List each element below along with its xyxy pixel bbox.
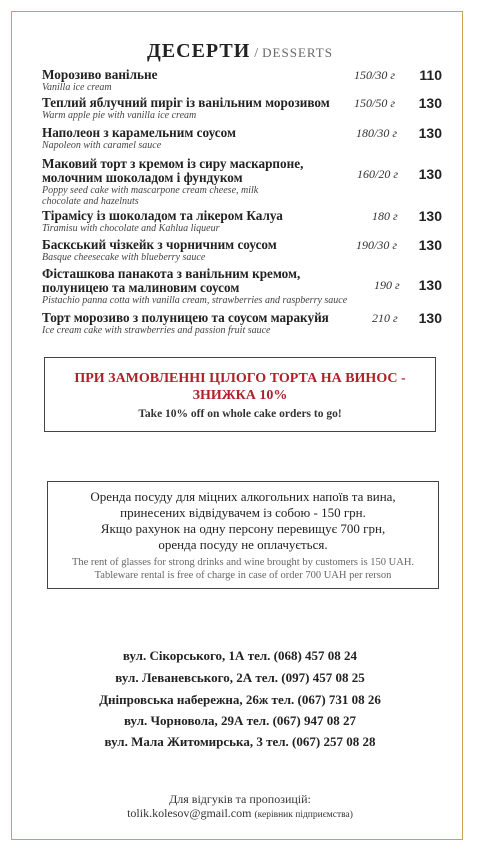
promo-line-1: ПРИ ЗАМОВЛЕННІ ЦІЛОГО ТОРТА НА ВИНОС - <box>74 371 406 386</box>
feedback-email[interactable]: tolik.kolesov@gmail.com <box>127 806 252 820</box>
item-name: Фісташкова панакота з ванільним кремом, полуницею та малиновим соусом <box>42 266 301 295</box>
address-line: вул. Сікорського, 1А тел. (068) 457 08 24 <box>122 648 358 663</box>
address-line: Дніпровська набережна, 26ж тел. (067) 731 08 26 <box>99 692 381 707</box>
item-name: Баскський чізкейк з чорничним соусом <box>42 237 277 252</box>
item-sub: Poppy seed cake with mascarpone cream cheese, milk chocolate and hazelnuts <box>42 185 259 207</box>
feedback-contact <box>0 806 480 822</box>
rental-en <box>48 556 438 582</box>
item-sub: Basque cheesecake with blueberry sauce <box>42 252 206 263</box>
item-weight: 180/30 г <box>356 126 398 140</box>
item-price: 130 <box>418 125 442 141</box>
dessert-item <box>42 209 442 234</box>
item-sub: Ice cream cake with strawberries and passion fruit sauce <box>42 325 271 336</box>
address-line: вул. Леваневського, 2А тел. (097) 457 08 25 <box>115 670 365 685</box>
address-line: вул. Мала Житомирська, 3 тел. (067) 257 08 28 <box>104 734 376 749</box>
promo-headline <box>45 370 435 404</box>
rental-ua <box>48 489 438 553</box>
dessert-item <box>42 68 442 93</box>
item-weight: 190/30 г <box>356 238 398 252</box>
dessert-item <box>42 311 442 336</box>
address-line: вул. Чорновола, 29А тел. (067) 947 08 27 <box>123 713 357 728</box>
rental-en-line: The rent of glasses for strong drinks and wine brought by customers is 150 UAH. <box>71 557 415 568</box>
title-en: DESSERTS <box>262 45 333 60</box>
rental-ua-line: принесених відвідувачем із собою - 150 грн. <box>120 505 366 520</box>
rental-ua-line: Оренда посуду для міцних алкогольних напоїв та вина, <box>90 489 396 504</box>
item-sub: Napoleon with caramel sauce <box>42 140 162 151</box>
item-sub: Tiramisu with chocolate and Kahlua liqueur <box>42 223 220 234</box>
item-name: Морозиво ванільне <box>42 67 158 82</box>
item-price: 130 <box>418 208 442 224</box>
item-weight: 190 г <box>374 278 400 292</box>
item-weight: 160/20 г <box>357 167 399 181</box>
item-price: 130 <box>418 95 442 111</box>
rental-ua-line: Якщо рахунок на одну персону перевищує 700 грн, <box>100 521 386 536</box>
item-name: Тірамісу із шоколадом та лікером Калуа <box>42 208 283 223</box>
item-price: 130 <box>418 310 442 326</box>
title-ua: ДЕСЕРТИ <box>147 40 251 62</box>
item-name: Торт морозиво з полуницею та соусом маракуйя <box>42 310 329 325</box>
dessert-item <box>42 157 442 207</box>
item-price: 110 <box>419 67 442 83</box>
item-sub: Vanilla ice cream <box>42 82 112 93</box>
item-sub: Pistachio panna cotta with vanilla cream, strawberries and raspberry sauce <box>42 295 348 306</box>
dessert-item <box>42 238 442 263</box>
dessert-item <box>42 96 442 121</box>
promo-en: Take 10% off on whole cake orders to go! <box>138 408 342 420</box>
item-sub: Warm apple pie with vanilla ice cream <box>42 110 197 121</box>
page-title <box>0 40 480 63</box>
takeaway-promo-box <box>44 357 436 432</box>
item-weight: 150/50 г <box>354 96 396 110</box>
rental-ua-line: оренда посуду не оплачується. <box>158 537 328 552</box>
feedback-label: Для відгуків та пропозицій: <box>169 792 311 806</box>
dessert-item <box>42 267 442 306</box>
item-name: Маковий торт з кремом із сиру маскарпоне, молочним шоколадом і фундуком <box>42 156 304 185</box>
item-weight: 150/30 г <box>354 68 396 82</box>
item-weight: 210 г <box>372 311 398 325</box>
feedback-note: (керівник підприємства) <box>254 810 353 820</box>
item-name: Наполеон з карамельним соусом <box>42 125 236 140</box>
dessert-item <box>42 126 442 151</box>
item-name: Теплий яблучний пиріг із ванільним морозивом <box>42 95 330 110</box>
item-price: 130 <box>418 277 442 293</box>
glass-rental-box <box>47 481 439 589</box>
item-weight: 180 г <box>372 209 398 223</box>
item-price: 130 <box>418 166 442 182</box>
feedback-footer <box>0 792 480 822</box>
title-separator: / <box>254 46 259 61</box>
promo-line-2: ЗНИЖКА 10% <box>192 388 288 403</box>
item-price: 130 <box>418 237 442 253</box>
rental-en-line: Tableware rental is free of charge in case of order 700 UAH per rerson <box>94 570 392 581</box>
